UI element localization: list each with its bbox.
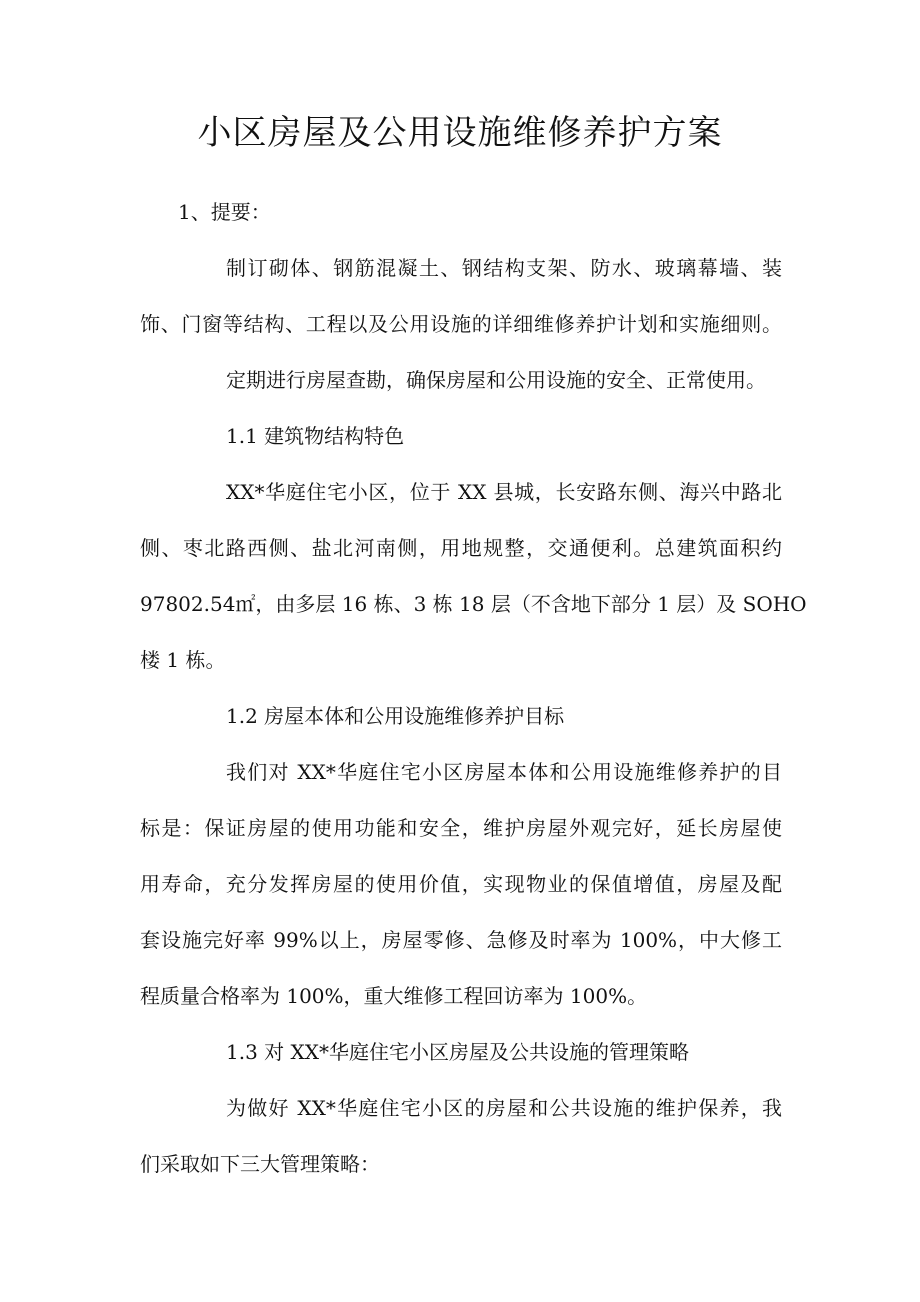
section-heading-1-2: 1.2 房屋本体和公用设施维修养护目标: [226, 704, 565, 728]
paragraph-line: 标是：保证房屋的使用功能和安全，维护房屋外观完好，延长房屋使: [140, 816, 782, 840]
paragraph-line: 套设施完好率 99%以上，房屋零修、急修及时率为 100%，中大修工: [140, 928, 782, 952]
paragraph-line: XX*华庭住宅小区，位于 XX 县城，长安路东侧、海兴中路北: [226, 480, 782, 504]
section-heading-1-1: 1.1 建筑物结构特色: [226, 424, 405, 448]
paragraph-line: 定期进行房屋查勘，确保房屋和公用设施的安全、正常使用。: [226, 368, 766, 392]
paragraph-line: 我们对 XX*华庭住宅小区房屋本体和公用设施维修养护的目: [226, 760, 782, 784]
paragraph-line: 侧、枣北路西侧、盐北河南侧，用地规整，交通便利。总建筑面积约: [140, 536, 782, 560]
paragraph-line: 制订砌体、钢筋混凝土、钢结构支架、防水、玻璃幕墙、装: [226, 256, 782, 280]
paragraph-line: 饰、门窗等结构、工程以及公用设施的详细维修养护计划和实施细则。: [140, 312, 782, 336]
section-heading-1-3: 1.3 对 XX*华庭住宅小区房屋及公共设施的管理策略: [226, 1040, 689, 1064]
document-title: 小区房屋及公用设施维修养护方案: [197, 113, 723, 153]
paragraph-line: 为做好 XX*华庭住宅小区的房屋和公共设施的维护保养，我: [226, 1096, 782, 1120]
paragraph-line: 用寿命，充分发挥房屋的使用价值，实现物业的保值增值，房屋及配: [140, 872, 782, 896]
paragraph-line: 97802.54㎡，由多层 16 栋、3 栋 18 层（不含地下部分 1 层）及 SOHO: [140, 592, 807, 616]
paragraph-line: 楼 1 栋。: [140, 648, 226, 672]
section-heading-summary: 1、提要：: [178, 200, 271, 224]
paragraph-line: 们采取如下三大管理策略：: [140, 1152, 380, 1176]
paragraph-line: 程质量合格率为 100%，重大维修工程回访率为 100%。: [140, 984, 648, 1008]
